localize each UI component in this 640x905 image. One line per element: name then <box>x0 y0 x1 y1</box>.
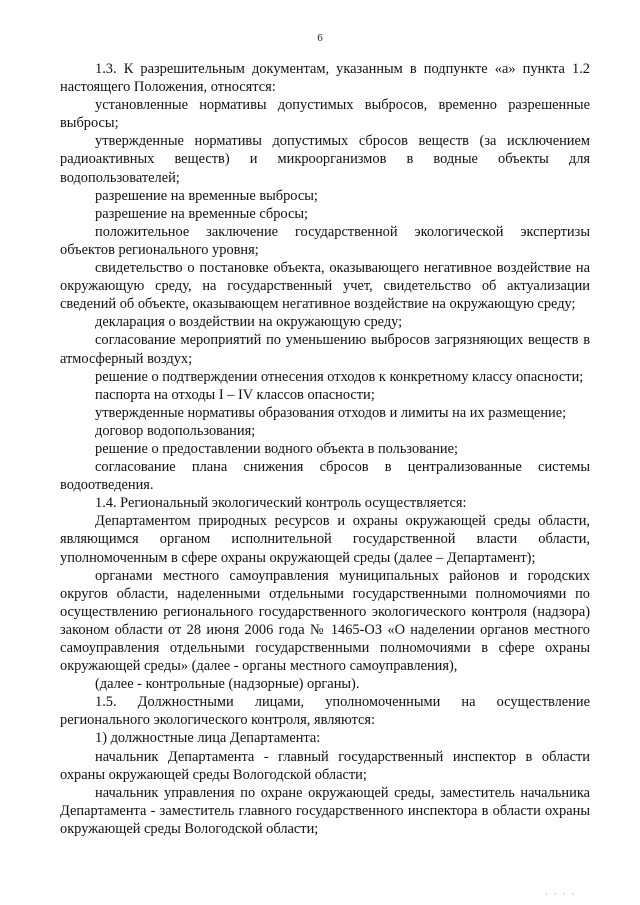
paragraph: утвержденные нормативы допустимых сбросов веществ (за исключением радиоактивных веществ) и микроорганизмов в водные объекты для водопользователей; <box>60 133 590 186</box>
paragraph: 1) должностные лица Департамента: <box>95 730 321 747</box>
paragraph: разрешение на временные сбросы; <box>95 205 309 222</box>
page-number: 6 <box>317 32 323 44</box>
paragraph: 1.3. К разрешительным документам, указанным в подпункте «а» пункта 1.2 настоящего Положения, относятся: <box>60 61 590 96</box>
paragraph: договор водопользования; <box>95 422 256 439</box>
paragraph: установленные нормативы допустимых выбросов, временно разрешенные выбросы; <box>60 97 590 132</box>
paragraph: согласование мероприятий по уменьшению выбросов загрязняющих веществ в атмосферный воздух; <box>60 332 590 367</box>
paragraph: декларация о воздействии на окружающую среду; <box>95 314 403 331</box>
paragraph: решение о подтверждении отнесения отходов к конкретному классу опасности; <box>95 368 584 385</box>
scan-mark: · · · · <box>545 890 576 899</box>
paragraph: органами местного самоуправления муниципальных районов и городских округов области, наделенными отдельными государственными полномочиями по осуществлению регионального государственного экологического контроля (надзора) законом области от 28 июня 2006 года № 1465-ОЗ «О наделении органов местного самоуправления отдельными государственными полномочиями в сфере охраны окружающей среды» (далее - органы местного самоуправления), <box>60 567 590 675</box>
document-body <box>60 60 590 838</box>
paragraph: 1.4. Региональный экологический контроль осуществляется: <box>95 495 467 512</box>
paragraph: утвержденные нормативы образования отходов и лимиты на их размещение; <box>95 404 567 421</box>
paragraph: решение о предоставлении водного объекта в пользование; <box>95 440 459 457</box>
paragraph: разрешение на временные выбросы; <box>95 187 318 204</box>
paragraph: паспорта на отходы I – IV классов опасности; <box>95 386 375 403</box>
paragraph: 1.5. Должностными лицами, уполномоченными на осуществление регионального экологического контроля, являются: <box>60 694 590 729</box>
paragraph: согласование плана снижения сбросов в централизованные системы водоотведения. <box>60 459 590 494</box>
paragraph: начальник управления по охране окружающей среды, заместитель начальника Департамента - заместитель главного государственного инспектора в области охраны окружающей среды Вологодской области; <box>60 784 590 837</box>
paragraph: (далее - контрольные (надзорные) органы). <box>95 676 360 693</box>
paragraph: свидетельство о постановке объекта, оказывающего негативное воздействие на окружающую среду, на государственный учет, свидетельство об актуализации сведений об объекте, оказывающем негативное воздействие на окружающую среду; <box>60 260 590 313</box>
paragraph: Департаментом природных ресурсов и охраны окружающей среды области, являющимся органом исполнительной государственной власти области, уполномоченным в сфере охраны окружающей среды (далее – Департамент); <box>60 513 590 566</box>
paragraph: положительное заключение государственной экологической экспертизы объектов регионального уровня; <box>60 223 590 258</box>
paragraph: начальник Департамента - главный государственный инспектор в области охраны окружающей среды Вологодской области; <box>60 748 590 783</box>
